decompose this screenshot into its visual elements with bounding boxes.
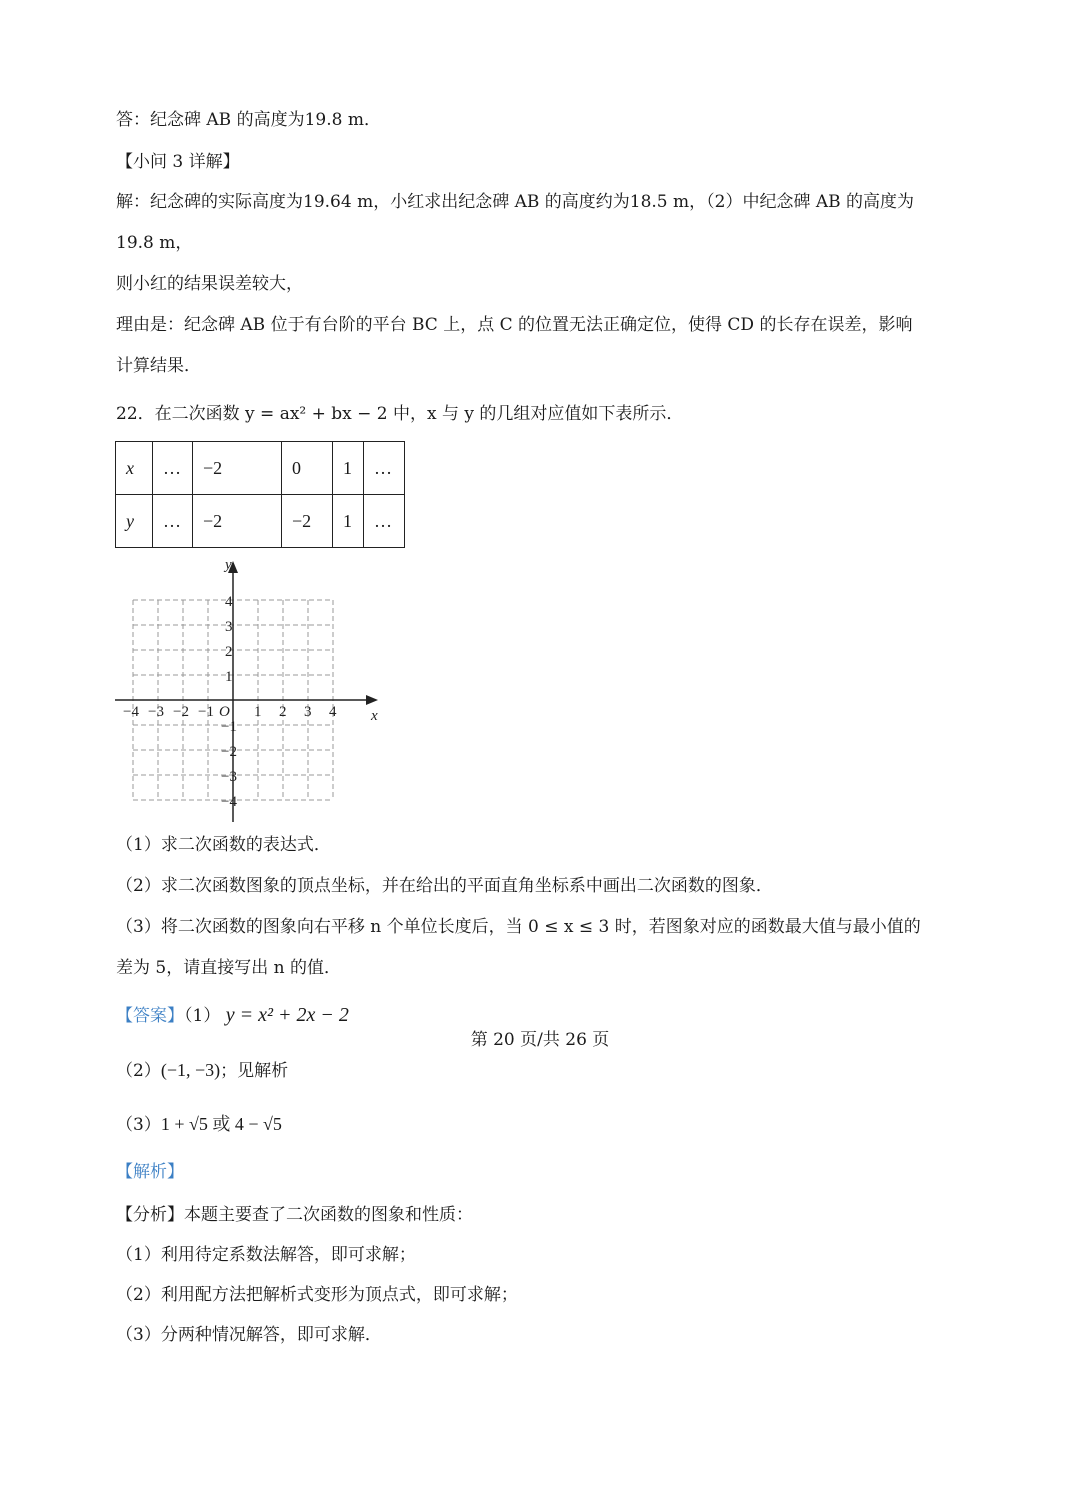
question-22-stem: 22．在二次函数 y = ax² + bx − 2 中，x 与 y 的几组对应值如下表所示． xyxy=(116,404,684,424)
x-axis-arrow xyxy=(366,695,378,705)
x-axis-label: x xyxy=(371,708,378,724)
analysis-step-2: （2）利用配方法把解析式变形为顶点式，即可求解； xyxy=(116,1285,518,1305)
y-tick-label: −1 xyxy=(221,719,237,735)
table-row-y xyxy=(116,495,405,548)
answer-3 xyxy=(116,1112,282,1137)
table-cell: −2 xyxy=(193,442,282,495)
origin-label: O xyxy=(219,704,230,720)
y-tick-label: 2 xyxy=(225,644,233,660)
coordinate-grid xyxy=(110,555,400,825)
answer-3-prefix: （3） xyxy=(116,1115,161,1135)
y-tick-label: 3 xyxy=(225,619,233,635)
solution-line-2: 19.8 m， xyxy=(116,233,193,253)
table-cell: … xyxy=(364,442,405,495)
table-cell: −2 xyxy=(282,495,333,548)
analysis-summary: 【分析】本题主要查了二次函数的图象和性质： xyxy=(116,1205,473,1225)
table-cell: … xyxy=(153,495,193,548)
x-tick-label: −3 xyxy=(148,704,164,720)
y-axis-label: y xyxy=(225,557,232,573)
x-tick-label: 4 xyxy=(329,704,337,720)
table-cell: … xyxy=(153,442,193,495)
table-cell: 1 xyxy=(333,495,364,548)
table-header-x: x xyxy=(116,442,153,495)
part-3-prompt-a: （3）将二次函数的图象向右平移 n 个单位长度后，当 0 ≤ x ≤ 3 时，若图象对应的函数最大值与最小值的 xyxy=(116,917,921,937)
x-tick-label: 3 xyxy=(304,704,312,720)
table-cell: 1 xyxy=(333,442,364,495)
section-heading-q3: 【小问 3 详解】 xyxy=(116,152,240,172)
y-tick-label: 1 xyxy=(225,669,233,685)
part-1-prompt: （1）求二次函数的表达式． xyxy=(116,835,331,855)
value-table xyxy=(115,441,405,548)
solution-line-3: 则小红的结果误差较大， xyxy=(116,274,303,294)
x-tick-label: −1 xyxy=(198,704,214,720)
table-cell: 0 xyxy=(282,442,333,495)
x-tick-label: 1 xyxy=(254,704,262,720)
part-3-prompt-b: 差为 5，请直接写出 n 的值． xyxy=(116,958,341,978)
solution-line-4: 理由是：纪念碑 AB 位于有台阶的平台 BC 上，点 C 的位置无法正确定位，使得 CD 的长存在误差，影响 xyxy=(116,315,913,335)
answer-2-suffix: ；见解析 xyxy=(220,1061,289,1081)
x-tick-label: 2 xyxy=(279,704,287,720)
answer-3-values: 1 + √5 或 4 − √5 xyxy=(160,1114,282,1134)
table-header-y: y xyxy=(116,495,153,548)
answer-tag: 【答案】 xyxy=(116,1006,184,1026)
solution-line-1: 解：纪念碑的实际高度为19.64 m，小红求出纪念碑 AB 的高度约为18.5 m，（2）中纪念碑 AB 的高度为 xyxy=(116,192,915,212)
y-tick-label: −4 xyxy=(221,794,237,810)
analysis-step-3: （3）分两种情况解答，即可求解． xyxy=(116,1325,382,1345)
y-tick-label: −2 xyxy=(221,744,237,760)
analysis-step-1: （1）利用待定系数法解答，即可求解； xyxy=(116,1245,416,1265)
table-row-x xyxy=(116,442,405,495)
x-tick-label: −4 xyxy=(123,704,139,720)
y-tick-label: 4 xyxy=(225,594,233,610)
table-cell: −2 xyxy=(193,495,282,548)
solution-line-5: 计算结果． xyxy=(116,356,201,376)
answer-1-prefix: （1） xyxy=(184,1006,221,1026)
answer-2 xyxy=(116,1058,288,1083)
answer-2-prefix: （2） xyxy=(116,1061,161,1081)
analysis-tag: 【解析】 xyxy=(116,1162,184,1182)
answer-2-vertex: (−1, −3) xyxy=(160,1060,221,1080)
answer-line-ab-height: 答：纪念碑 AB 的高度为19.8 m． xyxy=(116,110,381,130)
part-2-prompt: （2）求二次函数图象的顶点坐标，并在给出的平面直角坐标系中画出二次函数的图象． xyxy=(116,876,773,896)
answer-1-expression: y = x² + 2x − 2 xyxy=(225,1004,349,1026)
y-tick-label: −3 xyxy=(221,769,237,785)
page-footer: 第 20 页/共 26 页 xyxy=(470,1030,610,1050)
table-cell: … xyxy=(364,495,405,548)
x-tick-label: −2 xyxy=(173,704,189,720)
